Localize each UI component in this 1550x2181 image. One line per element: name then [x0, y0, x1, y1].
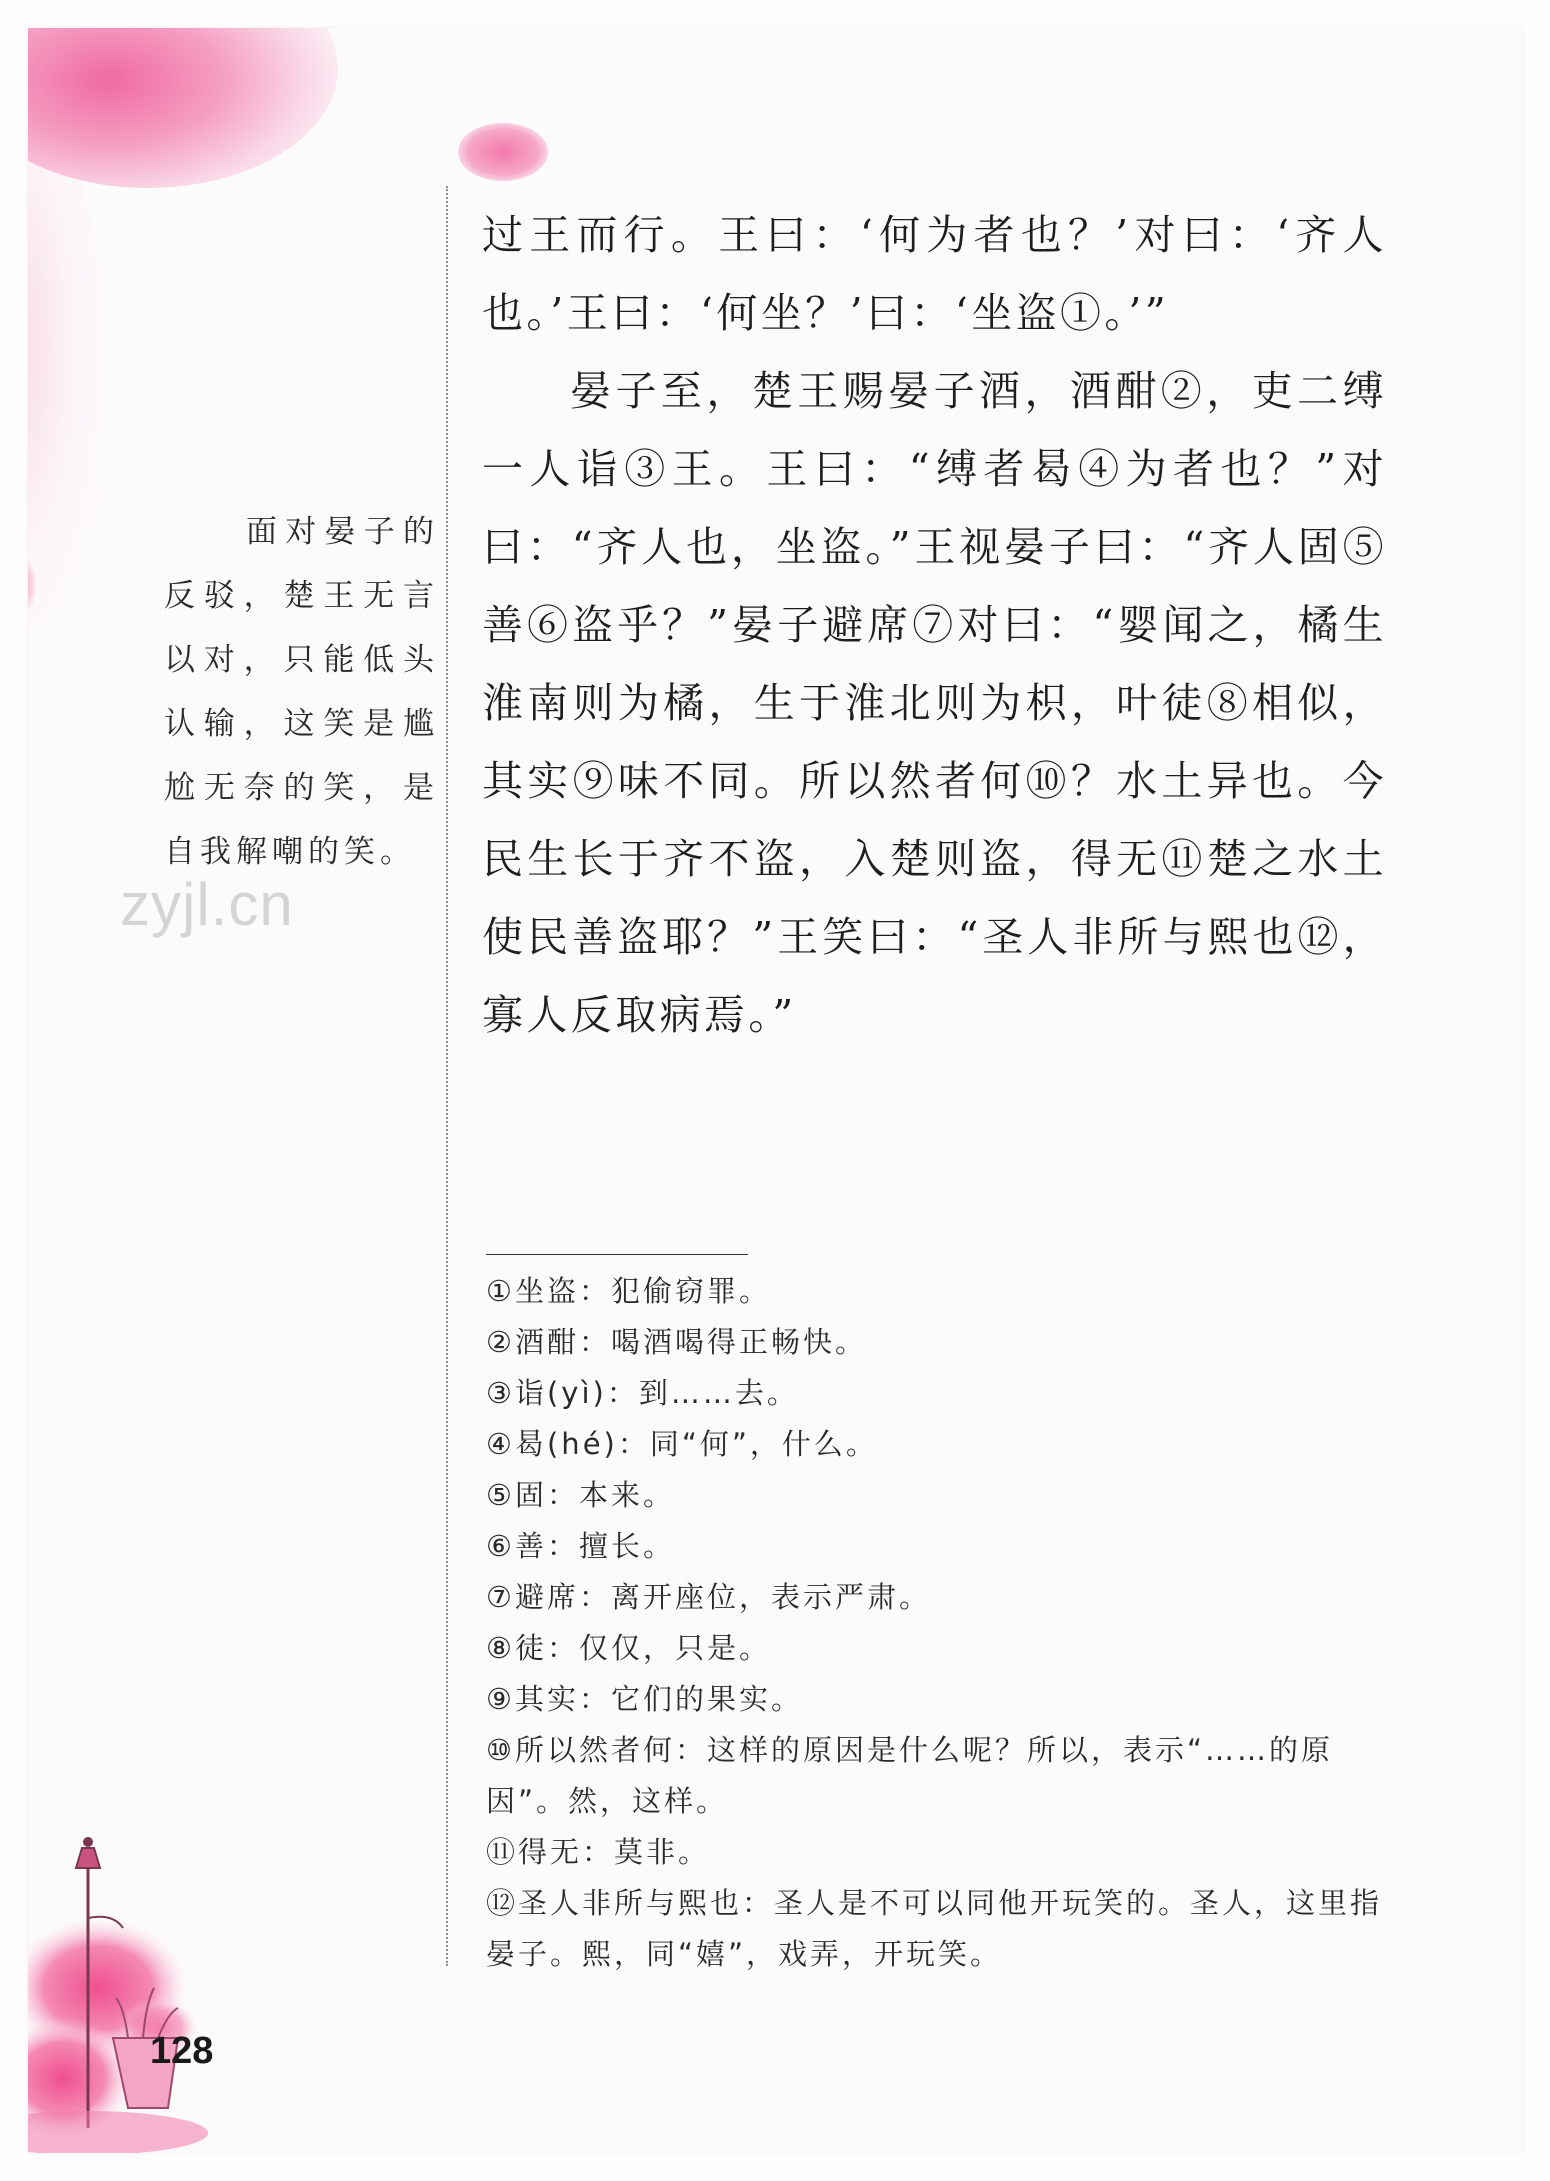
footnote-9: ⑨其实：它们的果实。: [486, 1682, 803, 1716]
footnote-7: ⑦避席：离开座位，表示严肃。: [486, 1580, 931, 1614]
footnote-3: ③诣(yì)：到……去。: [486, 1376, 799, 1410]
paragraph-continued: 过王而行。王曰：‘何为者也？’对曰：‘齐人也。’王曰：‘何坐？’曰：‘坐盗①。’”: [482, 211, 1387, 337]
main-text: [482, 196, 1387, 1054]
footnote-separator: [486, 1254, 748, 1255]
lamp-and-flowers-illustration: [28, 1828, 248, 2153]
pink-wash-decoration: [28, 138, 108, 658]
footnote-6: ⑥善：擅长。: [486, 1529, 675, 1563]
footnote-11: ⑪得无：莫非。: [486, 1835, 711, 1869]
footnote-5: ⑤固：本来。: [486, 1478, 675, 1512]
pink-blossom-decoration: [28, 28, 338, 188]
page-number: 128: [150, 2030, 214, 2072]
side-annotation: 面对晏子的反驳，楚王无言以对，只能低头认输，这笑是尴尬无奈的笑，是自我解嘲的笑。: [164, 514, 439, 870]
footnote-10: ⑩所以然者何：这样的原因是什么呢？所以，表示“……的原因”。然，这样。: [486, 1733, 1334, 1818]
footnotes: [486, 1266, 1386, 1980]
pink-petal-decoration: [458, 123, 548, 181]
footnote-1: ①坐盗：犯偷窃罪。: [486, 1274, 771, 1308]
paragraph: 晏子至，楚王赐晏子酒，酒酣②，吏二缚一人诣③王。王曰：“缚者曷④为者也？”对曰：“齐人也，坐盗。”王视晏子曰：“齐人固⑤善⑥盗乎？”晏子避席⑦对曰：“婴闻之，橘生淮南则为橘，生于淮北则为枳，叶徒⑧相似，其实⑨味不同。所以然者何⑩？水土异也。今民生长于齐不盗，入楚则盗，得无⑪楚之水土使民善盗耶？”王笑曰：“圣人非所与熙也⑫，寡人反取病焉。”: [482, 367, 1387, 1039]
footnote-8: ⑧徒：仅仅，只是。: [486, 1631, 771, 1665]
footnote-12: ⑫圣人非所与熙也：圣人是不可以同他开玩笑的。圣人，这里指晏子。熙，同“嬉”，戏弄，开玩笑。: [486, 1886, 1383, 1971]
footnote-2: ②酒酣：喝酒喝得正畅快。: [486, 1325, 867, 1359]
column-divider: [446, 186, 448, 1966]
watermark: zyjl.cn: [120, 871, 294, 938]
footnote-4: ④曷(hé)：同“何”，什么。: [486, 1427, 878, 1461]
